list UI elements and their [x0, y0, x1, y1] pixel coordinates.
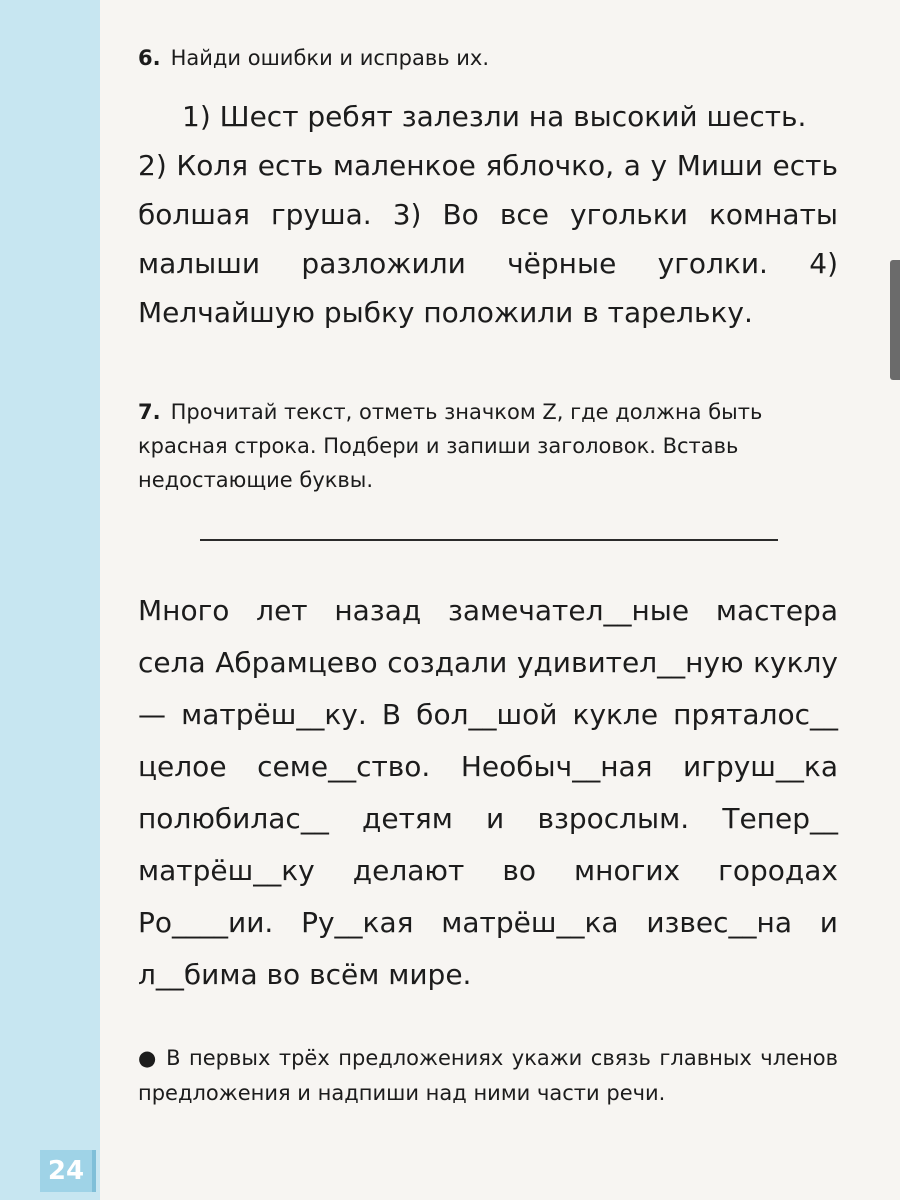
task-6-number: 6. — [138, 46, 161, 70]
task-6-text-block — [138, 92, 838, 337]
task-6-instruction-line — [138, 40, 838, 76]
task-7-note-text: В первых трёх предложениях укажи связь главных членов предложения и надпиши над ними части речи. — [138, 1046, 839, 1105]
task-7-text: Много лет назад замечател__ные мастера села Абрамцево создали удивител__ную куклу — матрёш__ку. В бол__шой кукле пряталос__ целое семе__ство. Необыч__ная игруш__ка полюбилас__ детям и взрослым. Тепер__ матрёш__ку делают во многих городах Ро____ии. Ру__кая матрёш__ка извес__на и л__бима во всём мире. — [138, 594, 838, 991]
title-answer-line[interactable] — [200, 539, 778, 541]
page-margin-strip — [0, 0, 100, 1200]
page-number-edge — [92, 1150, 96, 1192]
page-edge-mark — [890, 260, 900, 380]
page-content — [138, 40, 838, 1132]
task-6-instruction: Найди ошибки и исправь их. — [170, 46, 490, 70]
task-6-text: 2) Коля есть маленкое яблочко, а у Миши есть болшая груша. 3) Во все угольки комнаты малыши разложили чёрные уголки. 4) Мелчайшую рыбку положили в тарельку. — [138, 149, 838, 329]
task-7-instruction-line — [138, 395, 838, 497]
task-7-note — [138, 1041, 838, 1111]
task-6-text-line-1: 1) Шест ребят залезли на высокий шесть. — [182, 100, 807, 133]
task-7 — [138, 395, 838, 1111]
task-6 — [138, 40, 838, 337]
task-7-instruction: Прочитай текст, отметь значком Z, где должна быть красная строка. Подбери и запиши заголовок. Вставь недостающие буквы. — [138, 400, 763, 492]
page-number: 24 — [40, 1150, 92, 1192]
task-7-number: 7. — [138, 400, 161, 424]
bullet-icon: ● — [138, 1046, 159, 1070]
